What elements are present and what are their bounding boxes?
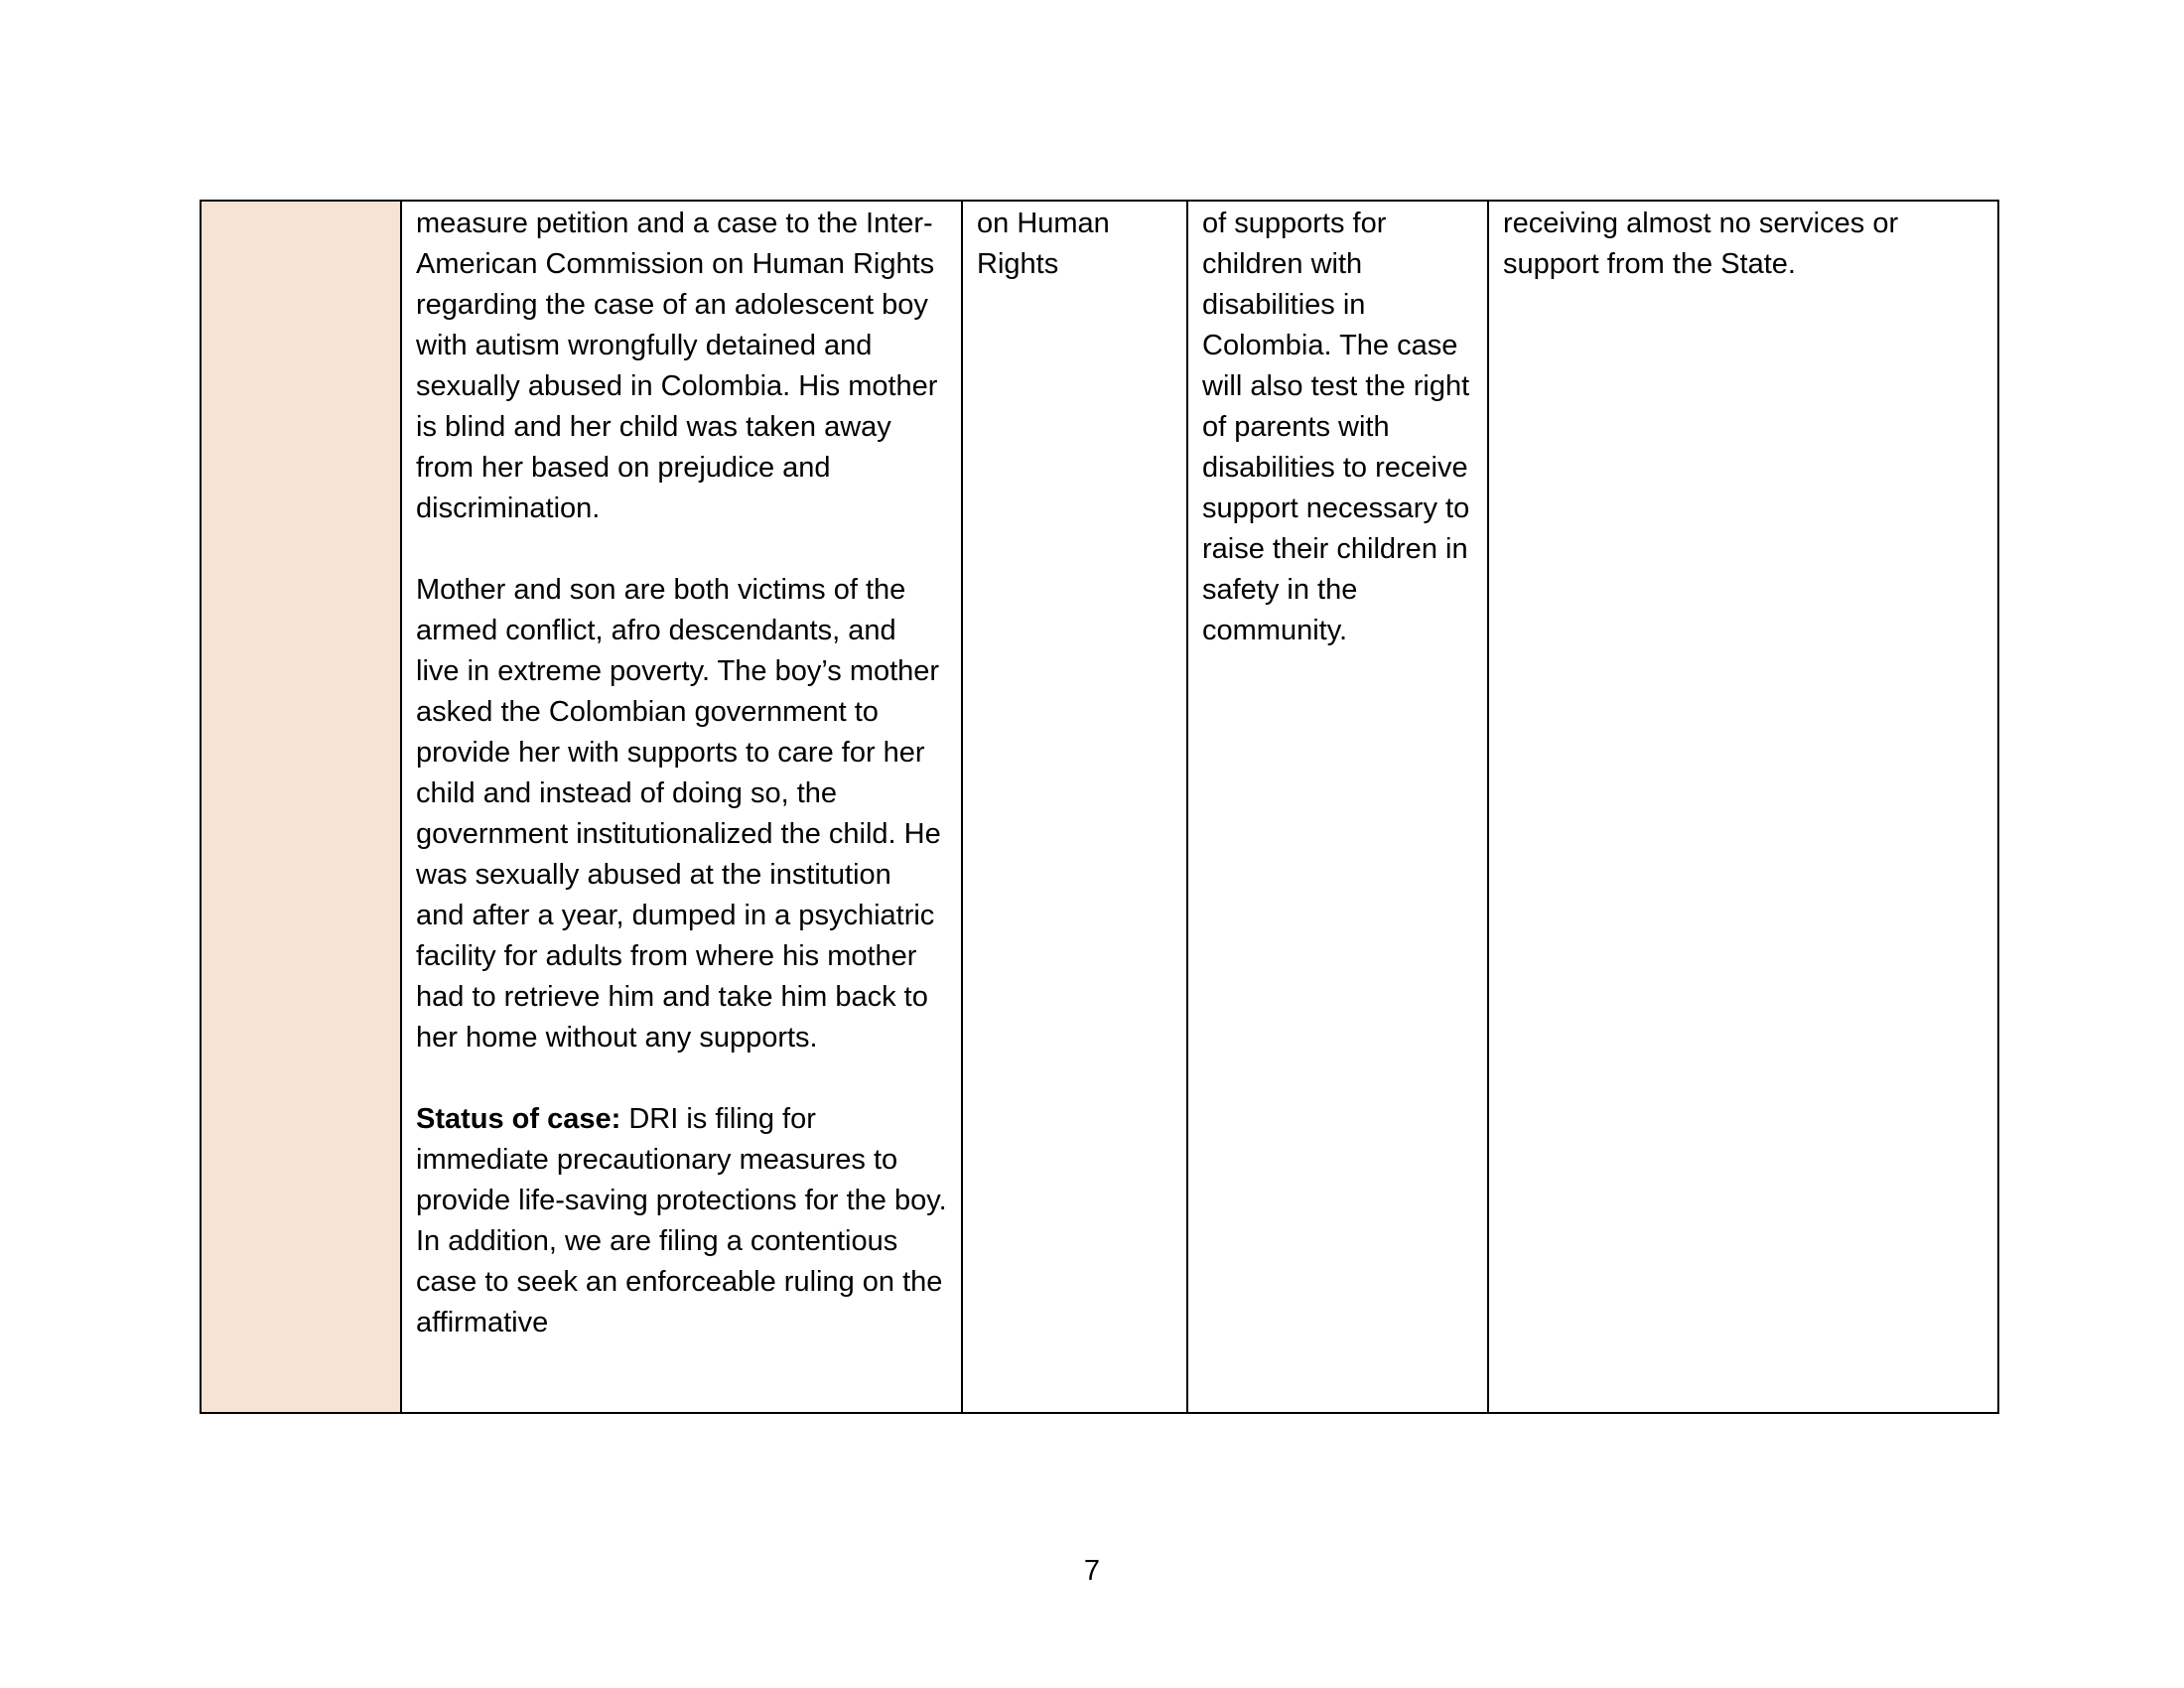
case-table bbox=[200, 200, 1999, 1414]
description-cell bbox=[401, 201, 962, 1413]
forum-cell bbox=[962, 201, 1187, 1413]
impact-text: of supports for children with disabilities in Colombia. The case will also test the right of parents with disabilities to receive support necessary to raise their children in safety in the community. bbox=[1202, 208, 1470, 646]
status-paragraph bbox=[416, 1099, 947, 1343]
impact-cell bbox=[1187, 201, 1488, 1413]
status-text: DRI is filing for immediate precautionary measures to provide life-saving protections for the boy. In addition, we are filing a contentious case to seek an enforceable ruling on the affirmative bbox=[416, 1103, 947, 1338]
description-paragraph-2: Mother and son are both victims of the armed conflict, afro descendants, and live in extreme poverty. The boy’s mother asked the Colombian government to provide her with supports to care for her child and instead of doing so, the government institutionalized the child. He was sexually abused at the institution and after a year, dumped in a psychiatric facility for adults from where his mother had to retrieve him and take him back to her home without any supports. bbox=[416, 574, 941, 1054]
shaded-cell bbox=[201, 201, 401, 1413]
status-label: Status of case: bbox=[416, 1103, 621, 1135]
page-number: 7 bbox=[1083, 1555, 1101, 1587]
table-row bbox=[201, 201, 1998, 1413]
description-paragraph-1: measure petition and a case to the Inter-American Commission on Human Rights regarding the case of an adolescent boy with autism wrongfully detained and sexually abused in Colombia. His mother is blind and her child was taken away from her based on prejudice and discrimination. bbox=[416, 208, 938, 524]
notes-cell bbox=[1488, 201, 1998, 1413]
forum-text: on Human Rights bbox=[977, 208, 1110, 280]
notes-text: receiving almost no services or support from the State. bbox=[1503, 208, 1899, 280]
description-text bbox=[416, 202, 947, 1343]
